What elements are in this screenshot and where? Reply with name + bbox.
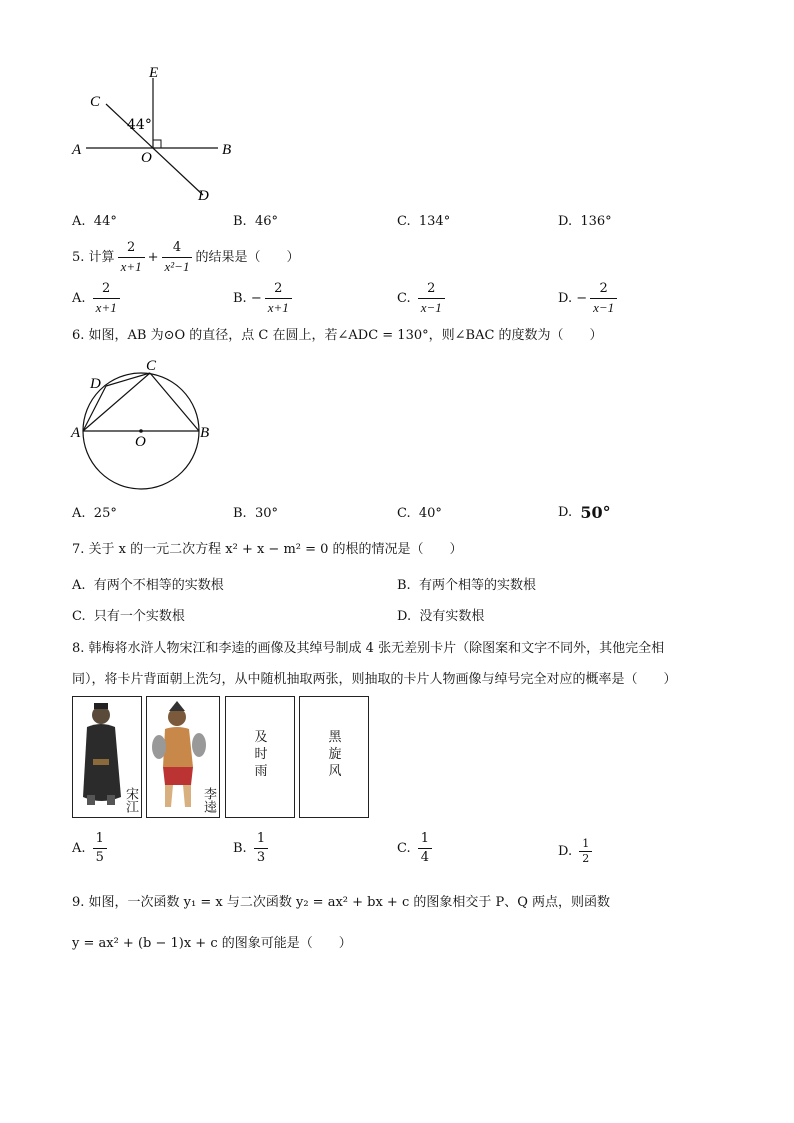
q6-option-c[interactable]: C. 40° [397,506,442,521]
card-caption-songjiang: 宋江 [123,787,138,813]
card-likui[interactable] [146,696,220,818]
label-a: A [72,142,82,158]
card-heixuanfeng[interactable] [299,696,369,818]
q7-option-d[interactable]: D. 没有实数根 [397,609,485,624]
label-o: O [141,150,152,166]
q8-option-b[interactable]: B. $\frac{1}{3}$ [233,831,271,866]
q6-option-b[interactable]: B. 30° [233,506,278,521]
q6-option-a[interactable]: A. 25° [72,506,117,521]
q4-option-d[interactable]: D. 136° [558,214,612,229]
q7-option-a[interactable]: A. 有两个不相等的实数根 [72,578,224,593]
label-b: B [222,142,232,158]
circle-label-d: D [90,376,101,392]
label-d: D [198,188,209,204]
label-e: E [149,65,159,81]
q5-stem: 5. 计算 $\frac{2}{x+1}$ + $\frac{4}{\text{x²−1}}$ 的结果是（ ） [72,240,300,274]
angle-figure [68,60,248,210]
label-c: C [90,94,101,110]
q8-option-d[interactable]: D. $\frac{1}{2}$ [558,838,595,865]
q8-stem-line2: 同），将卡片背面朝上洗匀，从中随机抽取两张，则抽取的卡片人物画像与绰号完全对应的概率是（ ） [72,672,677,687]
q9-stem-line1: 9. 如图，一次函数 y₁ = x 与二次函数 y₂ = ax² + bx + c 的图象相交于 P、Q 两点，则函数 [72,895,611,910]
card-caption-likui: 李逵 [201,787,216,813]
circle-figure [68,358,218,498]
circle-label-b: B [200,425,210,441]
card-caption-heixuanfeng: 黑旋风 [328,730,342,779]
q9-stem-line2: y = ax² + (b − 1)x + c 的图象可能是（ ） [72,936,352,951]
card-caption-jishiyu: 及时雨 [254,730,268,779]
q4-option-c[interactable]: C. 134° [397,214,451,229]
card-songjiang[interactable] [72,696,142,818]
angle-label: 44° [127,117,152,133]
q7-stem: 7. 关于 x 的一元二次方程 x² + x − m² = 0 的根的情况是（ ） [72,542,463,557]
q4-option-a[interactable]: A. 44° [72,214,117,229]
q7-option-c[interactable]: C. 只有一个实数根 [72,609,185,624]
q8-option-c[interactable]: C. $\frac{1}{4}$ [397,831,435,866]
circle-label-o: O [135,434,146,450]
q8-option-a[interactable]: A. $\frac{1}{5}$ [72,831,110,866]
q6-option-d[interactable]: D. 50° [558,503,611,522]
q4-option-b[interactable]: B. 46° [233,214,278,229]
q5-option-b[interactable]: B. − $\frac{2}{x+1}$ [233,281,295,316]
q5-option-a[interactable]: A. $\frac{2}{x+1}$ [72,281,123,316]
circle-label-c: C [146,358,157,374]
q5-option-d[interactable]: D. − $\frac{2}{x-1}$ [558,281,620,316]
q5-option-c[interactable]: C. $\frac{2}{x-1}$ [397,281,448,316]
q6-stem: 6. 如图，AB 为⊙O 的直径，点 C 在圆上，若∠ADC = 130°，则∠BAC 的度数为（ ） [72,328,603,343]
q8-stem-line1: 8. 韩梅将水浒人物宋江和李逵的画像及其绰号制成 4 张无差别卡片（除图案和文字不同外，其他完全相 [72,641,665,656]
q7-option-b[interactable]: B. 有两个相等的实数根 [397,578,536,593]
card-jishiyu[interactable] [225,696,295,818]
circle-label-a: A [71,425,81,441]
